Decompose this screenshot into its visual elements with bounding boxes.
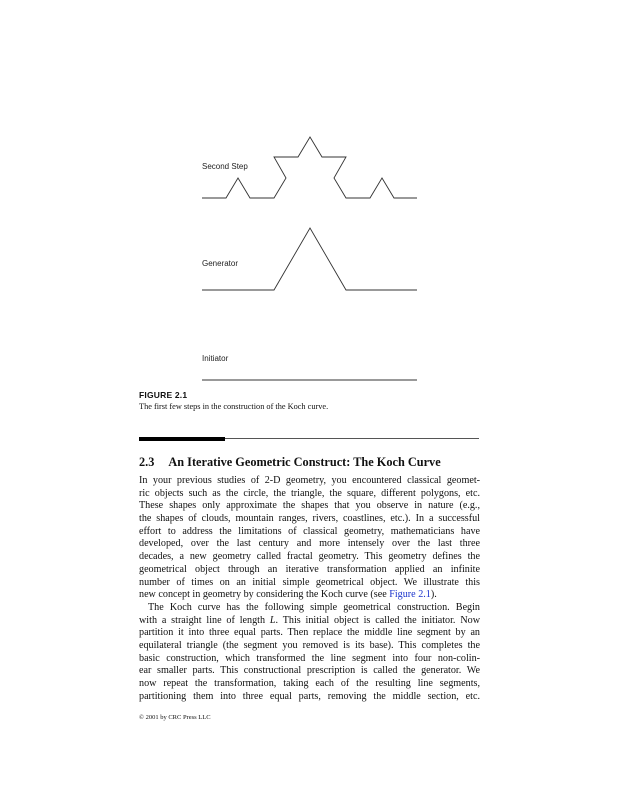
figure-link[interactable]: Figure 2.1: [389, 589, 431, 601]
generator-label: Generator: [202, 259, 239, 268]
body-line: decades, a new geometry called fractal geometry. This geometry defines the: [139, 551, 480, 563]
body-line: developed, over the last century and more intensely over the last three: [139, 538, 480, 550]
body-line: basic construction, which transformed the line segment into four non-colin-: [139, 652, 480, 664]
body-text-fragment: ).: [430, 589, 437, 601]
body-line: ear smaller parts. This constructional prescription is called the generator. We: [139, 665, 480, 677]
body-line: now repeat the transformation, taking each of the resulting line segments,: [139, 678, 480, 689]
second-step-label: Second Step: [202, 162, 248, 171]
body-line: equilateral triangle (the segment you removed is its base). This completes the: [139, 639, 480, 651]
section-rule-thick: [139, 437, 225, 441]
body-line: the shapes of clouds, mountain ranges, rivers, coastlines, etc.). In a successful: [139, 513, 480, 525]
body-line: In your previous studies of 2-D geometry, you encountered classical geomet-: [139, 475, 480, 486]
section-heading: [139, 455, 441, 470]
body-line: number of times on an initial simple geometrical object. We illustrate this: [139, 576, 480, 588]
figure-caption-title: FIGURE 2.1: [139, 390, 188, 400]
body-line: partitioning them into three equal parts, removing the middle section, etc.: [139, 690, 480, 702]
section-number: 2.3: [139, 455, 155, 469]
body-line: These shapes only approximate the shapes that you observe in nature (e.g.,: [139, 500, 480, 512]
body-line: ric objects such as the circle, the triangle, the square, different polygons, etc.: [139, 487, 480, 499]
body-text: [139, 475, 480, 703]
variable-L: L: [269, 614, 276, 626]
section-rule-thin: [225, 438, 479, 439]
body-text-fragment: . This initial object is called the initiator. Now: [275, 614, 480, 626]
body-line-variable: [139, 615, 480, 628]
body-text-fragment: new concept in geometry by considering the Koch curve (see: [139, 589, 390, 601]
copyright-footer: © 2001 by CRC Press LLC: [139, 714, 211, 721]
body-line-figure-ref: [139, 589, 480, 602]
section-title: An Iterative Geometric Construct: The Koch Curve: [168, 455, 441, 469]
body-line: partition it into three equal parts. Then replace the middle line segment by an: [139, 627, 480, 639]
body-line: geometrical object through an iterative transformation applied an infinite: [139, 563, 480, 575]
figure-caption-text: The first few steps in the construction of the Koch curve.: [139, 402, 329, 411]
body-text-fragment: with a straight line of length: [139, 614, 270, 626]
body-line: effort to address the limitations of classical geometry, mathematicians have: [139, 525, 480, 537]
initiator-label: Initiator: [202, 354, 229, 363]
body-line: The Koch curve has the following simple geometrical construction. Begin: [148, 601, 480, 613]
